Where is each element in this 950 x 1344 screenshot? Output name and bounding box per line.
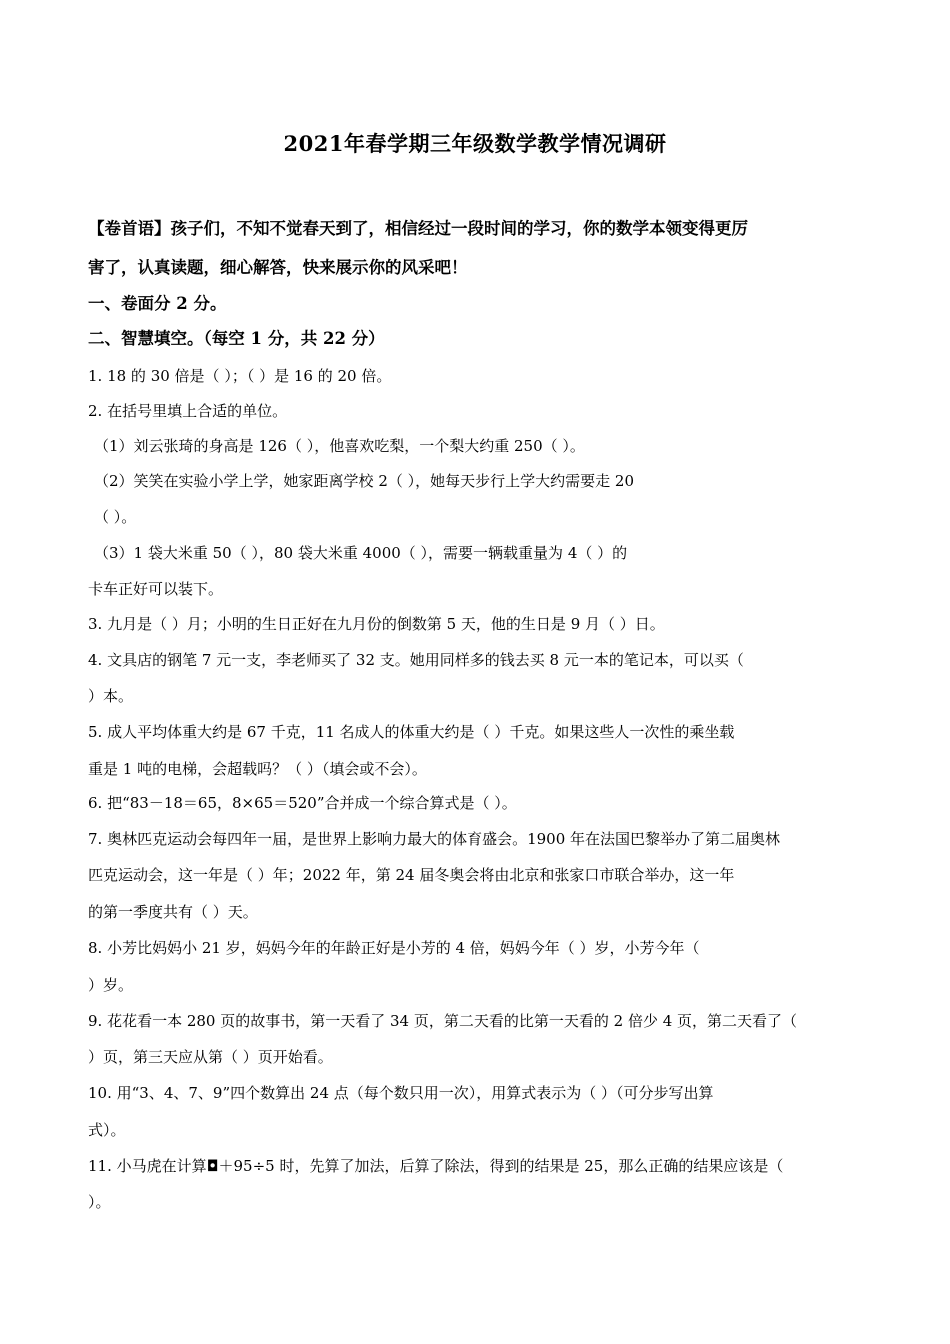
question-10: 10. 用“3、4、7、9”四个数算出 24 点（每个数只用一次），用算式表示为（ ）（可分步写出算 <box>88 1084 714 1102</box>
question-7-cont-2: 的第一季度共有（ ）天。 <box>88 903 258 921</box>
question-9-cont: ）页，第三天应从第（ ）页开始看。 <box>88 1048 333 1066</box>
question-9: 9. 花花看一本 280 页的故事书，第一天看了 34 页，第二天看的比第一天看的 2 倍少 4 页，第二天看了（ <box>88 1012 798 1030</box>
preface-line-2: 害了，认真读题，细心解答，快来展示你的风采吧！ <box>88 258 468 277</box>
question-4-cont: ）本。 <box>88 687 134 705</box>
question-10-cont: 式）。 <box>88 1121 126 1139</box>
question-3: 3. 九月是（ ）月；小明的生日正好在九月份的倒数第 5 天，他的生日是 9 月（ ）日。 <box>88 615 665 633</box>
question-2-part-2: （2）笑笑在实验小学上学，她家距离学校 2（ ），她每天步行上学大约需要走 20 <box>94 472 634 490</box>
question-5: 5. 成人平均体重大约是 67 千克，11 名成人的体重大约是（ ）千克。如果这些人一次性的乘坐载 <box>88 723 735 741</box>
question-11-cont: ）。 <box>88 1193 111 1211</box>
question-2: 2. 在括号里填上合适的单位。 <box>88 402 288 420</box>
question-8-cont: ）岁。 <box>88 976 134 994</box>
question-2-part-1: （1）刘云张琦的身高是 126（ ），他喜欢吃梨，一个梨大约重 250（ ）。 <box>94 437 585 455</box>
question-6: 6. 把“83－18＝65，8×65＝520”合并成一个综合算式是（ ）。 <box>88 794 517 812</box>
question-5-cont: 重是 1 吨的电梯，会超载吗？（ ）（填会或不会）。 <box>88 760 427 778</box>
question-1: 1. 18 的 30 倍是（ ）；（ ）是 16 的 20 倍。 <box>88 367 392 385</box>
question-7: 7. 奥林匹克运动会每四年一届，是世界上影响力最大的体育盛会。1900 年在法国巴黎举办了第二届奥林 <box>88 830 781 848</box>
section-2-heading: 二、智慧填空。（每空 1 分，共 22 分） <box>88 329 385 348</box>
question-11: 11. 小马虎在计算◘＋95÷5 时，先算了加法，后算了除法，得到的结果是 25，那么正确的结果应该是（ <box>88 1157 784 1175</box>
exam-title: 2021年春学期三年级数学教学情况调研 <box>283 131 667 156</box>
question-2-part-3: （3）1 袋大米重 50（ ），80 袋大米重 4000（ ），需要一辆载重量为 4（ ）的 <box>94 544 628 562</box>
preface-line-1: 【卷首语】孩子们，不知不觉春天到了，相信经过一段时间的学习，你的数学本领变得更厉 <box>88 219 748 238</box>
question-4: 4. 文具店的钢笔 7 元一支，李老师买了 32 支。她用同样多的钱去买 8 元一本的笔记本，可以买（ <box>88 651 744 669</box>
question-7-cont-1: 匹克运动会，这一年是（ ）年；2022 年，第 24 届冬奥会将由北京和张家口市联合举办，这一年 <box>88 866 735 884</box>
question-2-part-3-cont: 卡车正好可以装下。 <box>88 580 224 598</box>
question-8: 8. 小芳比妈妈小 21 岁，妈妈今年的年龄正好是小芳的 4 倍，妈妈今年（ ）岁，小芳今年（ <box>88 939 700 957</box>
section-1-heading: 一、卷面分 2 分。 <box>88 294 227 313</box>
question-2-part-2-cont: （ ）。 <box>94 508 137 526</box>
